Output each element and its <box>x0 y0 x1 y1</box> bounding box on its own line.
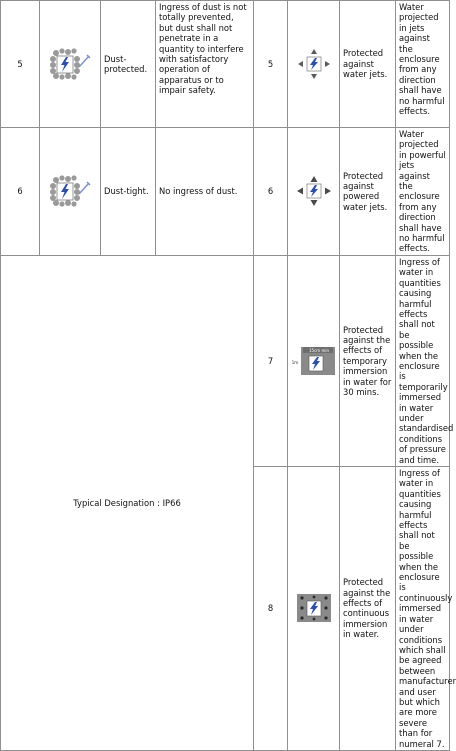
water-numeral-cell: 7 <box>254 255 288 466</box>
water-numeral-cell: 5 <box>254 1 288 128</box>
continuous-immersion-symbol-icon <box>294 592 334 624</box>
dust-label: Dust-protected. <box>101 1 156 128</box>
dust-label: Dust-tight. <box>101 128 156 256</box>
dust-icon-cell <box>40 1 101 128</box>
water-label: Protected against powered water jets. <box>340 128 396 256</box>
water-description: Water projected in jets against the enclosure from any direction shall have no harmful effects. <box>396 1 450 128</box>
water-label: Protected against the effects of continuous immersion in water. <box>340 467 396 751</box>
table-row <box>1 1 450 128</box>
dust-numeral-cell: 6 <box>1 128 40 256</box>
water-icon-cell <box>288 467 340 751</box>
table-row <box>1 128 450 256</box>
typical-designation: Typical Designation : IP66 <box>1 255 254 750</box>
water-numeral-cell: 6 <box>254 128 288 256</box>
table-row <box>1 255 450 466</box>
water-icon-cell <box>288 1 340 128</box>
water-icon-cell <box>288 128 340 256</box>
immersion-depth-label: 15cm min <box>309 347 329 353</box>
dust-icon-cell <box>40 128 101 256</box>
dust-protected-symbol-icon <box>48 47 92 81</box>
water-label: Protected against the effects of temporary immersion in water for 30 mins. <box>340 255 396 466</box>
dust-numeral-cell: 5 <box>1 1 40 128</box>
water-icon-cell <box>288 255 340 466</box>
powerful-water-jets-symbol-icon <box>294 175 334 207</box>
water-description: Ingress of water in quantities causing harmful effects shall not be possible when the enclosure is continuously immersed in water under conditions which shall be agreed between manufacturer and user but which are more severe than for numeral 7. <box>396 467 450 751</box>
water-description: Water projected in powerful jets against the enclosure from any direction shall have no harmful effects. <box>396 128 450 256</box>
water-jets-symbol-icon <box>294 49 334 79</box>
dust-description: Ingress of dust is not totally prevented, but dust shall not penetrate in a quantity to interfere with satisfactory operation of apparatus or to impair safety. <box>156 1 254 128</box>
temporary-immersion-symbol-icon <box>291 345 337 377</box>
dust-tight-symbol-icon <box>48 174 92 208</box>
water-label: Protected against water jets. <box>340 1 396 128</box>
immersion-depth-side-label: 1m <box>291 359 299 365</box>
water-description: Ingress of water in quantities causing harmful effects shall not be possible when the enclosure is temporarily immersed in water under standardised conditions of pressure and time. <box>396 255 450 466</box>
dust-description: No ingress of dust. <box>156 128 254 256</box>
water-numeral-cell: 8 <box>254 467 288 751</box>
